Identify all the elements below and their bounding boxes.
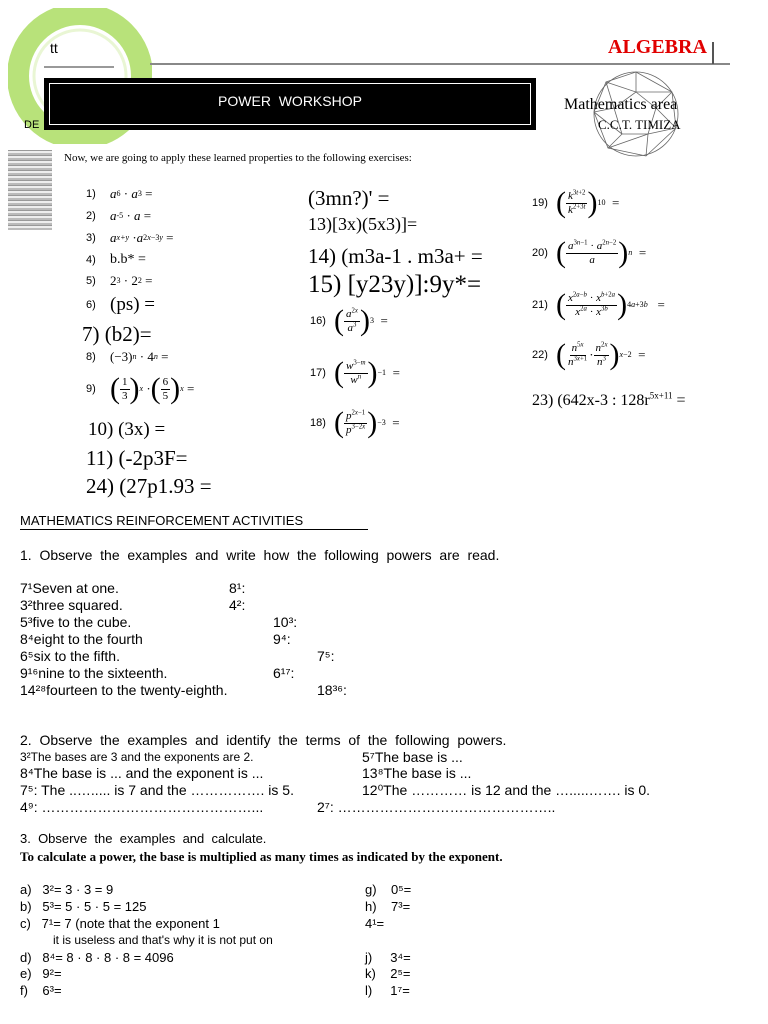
q3-right-1: g) 0⁵= bbox=[365, 882, 412, 897]
q1-left-3: 5³five to the cube. bbox=[20, 614, 132, 630]
exercise-13: 13)[3x)(5x3)]= bbox=[308, 214, 418, 234]
q3-left-3: c) 7¹= 7 (note that the exponent 1 bbox=[20, 916, 220, 931]
exercise-14: 14) (m3a-1 . m3a+ = bbox=[308, 244, 483, 268]
exercise-number: 4) bbox=[86, 254, 96, 266]
exercise-12: (3mn?)' = bbox=[308, 186, 390, 210]
exercise-text: 23) (642x-3 : 128r bbox=[532, 392, 650, 409]
q1-right-1: 8¹: bbox=[229, 580, 246, 596]
exercise-9: 9) ( $\frac{1}{3}$ ) x · ( $\frac{6}{5}$ ) x = bbox=[86, 372, 195, 405]
exercise-number: 20) bbox=[532, 247, 548, 259]
exercise-eq: = bbox=[380, 313, 388, 328]
q1-left-2: 3²three squared. bbox=[20, 597, 123, 613]
exercise-number: 1) bbox=[86, 188, 96, 200]
banner-title: POWER WORKSHOP bbox=[218, 93, 362, 109]
q3-left-4: d) 8⁴= 8 · 8 · 8 · 8 = 4096 bbox=[20, 950, 174, 965]
q2-right-3: 12⁰The ………… is 12 and the ….....……. is 0. bbox=[362, 782, 651, 798]
q1-left-7: 14²⁸fourteen to the twenty-eighth. bbox=[20, 682, 228, 698]
exercise-21: 21) ( $\frac{x^{2a-b} \cdot x^{b+2a}}{x^{2a} \cdot x^{3b}}$ ) 4a+3b = bbox=[532, 288, 665, 321]
exercise-number: 8) bbox=[86, 351, 96, 363]
exercise-5: 5) 2 3 · 2 2 = bbox=[86, 273, 153, 288]
exercise-number: 3) bbox=[86, 232, 96, 244]
q1-left-1: 7¹Seven at one. bbox=[20, 580, 119, 596]
q2-left-4: 4⁹: ………………………………………... bbox=[20, 799, 264, 815]
exercise-24: 24) (27p1.93 = bbox=[86, 474, 212, 498]
exercise-16: 16) ( $\frac{a^{2x}}{a^3}$ ) 3 = bbox=[310, 304, 388, 337]
exercise-number: 2) bbox=[86, 210, 96, 222]
exercise-eq: = bbox=[638, 347, 646, 362]
header-rule-vertical bbox=[712, 42, 714, 64]
exercise-20: 20) ( $\frac{a^{3n-1} \cdot a^{2n-2}}{a}$ ) n = bbox=[532, 236, 647, 269]
logo-text: tt bbox=[50, 40, 58, 56]
exercise-eq: = bbox=[166, 230, 174, 245]
exercise-eq: = bbox=[145, 273, 153, 288]
question-2-title: 2. Observe the examples and identify the terms of the following powers. bbox=[20, 732, 507, 748]
q2-left-3: 7⁵: The ..…..... is 7 and the ……………. is 5. bbox=[20, 782, 294, 798]
q3-right-5: k) 2⁵= bbox=[365, 966, 411, 981]
q2-right-4: 2⁷: ……………………………………….. bbox=[317, 799, 556, 815]
exercise-number: 18) bbox=[310, 417, 326, 429]
exercise-number: 6) bbox=[86, 299, 96, 311]
exercise-text: b.b* = bbox=[110, 252, 146, 267]
q3-right-4: j) 3⁴= bbox=[365, 950, 411, 965]
de-label: DE bbox=[24, 119, 40, 131]
exercise-number: 22) bbox=[532, 349, 548, 361]
q3-left-3b: it is useless and that's why it is not put on bbox=[53, 933, 273, 947]
exercise-eq: = bbox=[657, 297, 665, 312]
q1-right-4: 9⁴: bbox=[273, 631, 291, 647]
exercise-eq: = bbox=[392, 365, 400, 380]
exercise-eq: = bbox=[612, 195, 620, 210]
exercise-1: 1) a 6 · a 3 = bbox=[86, 186, 153, 201]
q2-left-1: 3²The bases are 3 and the exponents are 2. bbox=[20, 750, 254, 764]
q1-right-7: 18³⁶: bbox=[317, 682, 347, 698]
exercise-3: 3) a x+y · a 2x−3y = bbox=[86, 230, 174, 245]
exercise-18: 18) ( $\frac{p^{2x-1}}{p^{3-2x}}$ ) −3 = bbox=[310, 406, 400, 439]
exercise-number: 9) bbox=[86, 383, 96, 395]
exercise-number: 16) bbox=[310, 315, 326, 327]
q2-right-2: 13⁸The base is ... bbox=[362, 765, 472, 781]
q1-right-2: 4²: bbox=[229, 597, 246, 613]
exercise-eq: = bbox=[392, 415, 400, 430]
q3-left-6: f) 6³= bbox=[20, 983, 62, 998]
scan-strip bbox=[8, 150, 52, 230]
exercise-eq: = bbox=[187, 381, 195, 396]
exercise-number: 21) bbox=[532, 299, 548, 311]
exercise-number: 19) bbox=[532, 197, 548, 209]
exercise-number: 17) bbox=[310, 367, 326, 379]
exercise-2: 2) a -5 · a = bbox=[86, 208, 152, 223]
banner bbox=[44, 78, 536, 130]
intro-text: Now, we are going to apply these learned properties to the following exercises: bbox=[64, 152, 412, 164]
exercise-11: 11) (-2p3F= bbox=[86, 446, 188, 470]
section-title-underline bbox=[20, 529, 368, 530]
q3-left-5: e) 9²= bbox=[20, 966, 62, 981]
geodesic-sphere-icon bbox=[586, 68, 686, 160]
question-3-title: 3. Observe the examples and calculate. bbox=[20, 831, 267, 846]
exercise-23: 23) (642x-3 : $128r^{5x+11}$ = bbox=[532, 390, 686, 409]
q3-right-2: h) 7³= bbox=[365, 899, 411, 914]
q3-right-6: l) 1⁷= bbox=[365, 983, 410, 998]
exercise-22: 22) ( $\frac{n^{5x}}{n^{3x+1}}$ · $\frac{n^{2x}}{n^3}$ ) x−2 = bbox=[532, 338, 646, 371]
exercise-8: 8) (−3) n · 4 n = bbox=[86, 349, 169, 364]
exercise-6 bbox=[86, 294, 155, 316]
area-label: Mathematics area bbox=[564, 96, 678, 113]
exercise-eq: = bbox=[143, 208, 152, 223]
q2-right-1: 5⁷The base is ... bbox=[362, 749, 463, 765]
q1-right-5: 7⁵: bbox=[317, 648, 335, 664]
exercise-eq: = bbox=[145, 186, 153, 201]
exercise-eq: = bbox=[638, 245, 647, 260]
exercise-4 bbox=[86, 252, 146, 268]
exercise-19: 19) ( $\frac{k^{3t+2}}{k^{2+3t}}$ ) 10 = bbox=[532, 186, 620, 219]
question-1-title: 1. Observe the examples and write how the following powers are read. bbox=[20, 547, 500, 563]
page-title: ALGEBRA bbox=[608, 36, 707, 58]
q1-left-6: 9¹⁶nine to the sixteenth. bbox=[20, 665, 168, 681]
q1-left-5: 6⁵six to the fifth. bbox=[20, 648, 120, 664]
exercise-17: 17) ( $\frac{w^{3-m}}{w^n}$ ) −1 = bbox=[310, 356, 400, 389]
exercise-15: 15) [y23y)]:9y*= bbox=[308, 271, 482, 298]
q1-left-4: 8⁴eight to the fourth bbox=[20, 631, 143, 647]
exercise-eq: = bbox=[676, 392, 686, 409]
q1-right-6: 6¹⁷: bbox=[273, 665, 295, 681]
school-label: C.C.T. TIMIZA bbox=[598, 117, 681, 132]
header-rule bbox=[150, 63, 730, 65]
exercise-number: 5) bbox=[86, 275, 96, 287]
exercise-text: (ps) = bbox=[110, 294, 156, 315]
section-title: MATHEMATICS REINFORCEMENT ACTIVITIES bbox=[20, 513, 304, 528]
q2-left-2: 8⁴The base is ... and the exponent is ... bbox=[20, 765, 264, 781]
exercise-10: 10) (3x) = bbox=[88, 419, 166, 440]
q1-right-3: 10³: bbox=[273, 614, 298, 630]
q3-left-2: b) 5³= 5 · 5 · 5 = 125 bbox=[20, 899, 147, 914]
q3-right-3: 4¹= bbox=[365, 916, 385, 931]
question-3-rule: To calculate a power, the base is multiplied as many times as indicated by the exponent. bbox=[20, 849, 503, 864]
q3-left-1: a) 3²= 3 · 3 = 9 bbox=[20, 882, 114, 897]
exercise-7: 7) (b2)= bbox=[82, 322, 152, 346]
exercise-eq: = bbox=[161, 349, 169, 364]
